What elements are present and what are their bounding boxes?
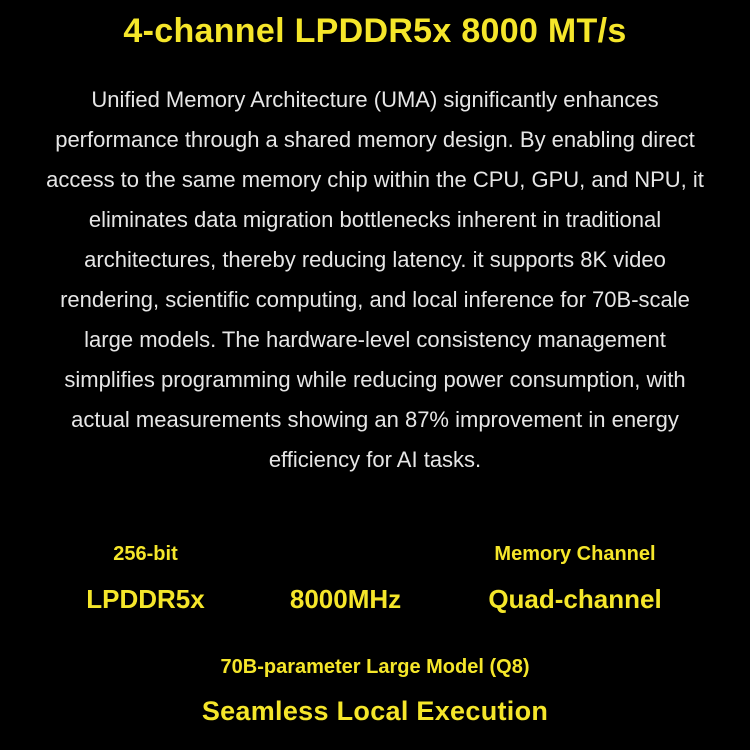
model-value: Seamless Local Execution — [201, 696, 549, 726]
spec-bus-width-label: 256-bit — [113, 543, 178, 565]
page-title: 4-channel LPDDR5x 8000 MT/s — [123, 12, 627, 50]
spec-frequency-value: 8000MHz — [289, 584, 402, 614]
spec-channel-label: Memory Channel — [494, 543, 656, 565]
model-label: 70B-parameter Large Model (Q8) — [220, 656, 530, 678]
spec-memory-type-value: LPDDR5x — [86, 584, 205, 614]
spec-channel-value: Quad-channel — [488, 584, 662, 614]
description-paragraph: Unified Memory Architecture (UMA) significantly enhances performance through a shared memory design. By enabling direct access to the same memory chip within the CPU, GPU, and NPU, it eliminates data migration bottlenecks inherent in traditional architectures, thereby reducing latency. it supports 8K video rendering, scientific computing, and local inference for 70B-scale large models. The hardware-level consistency management simplifies programming while reducing power consumption, with actual measurements showing an 87% improvement in energy efficiency for AI tasks. — [46, 87, 704, 472]
